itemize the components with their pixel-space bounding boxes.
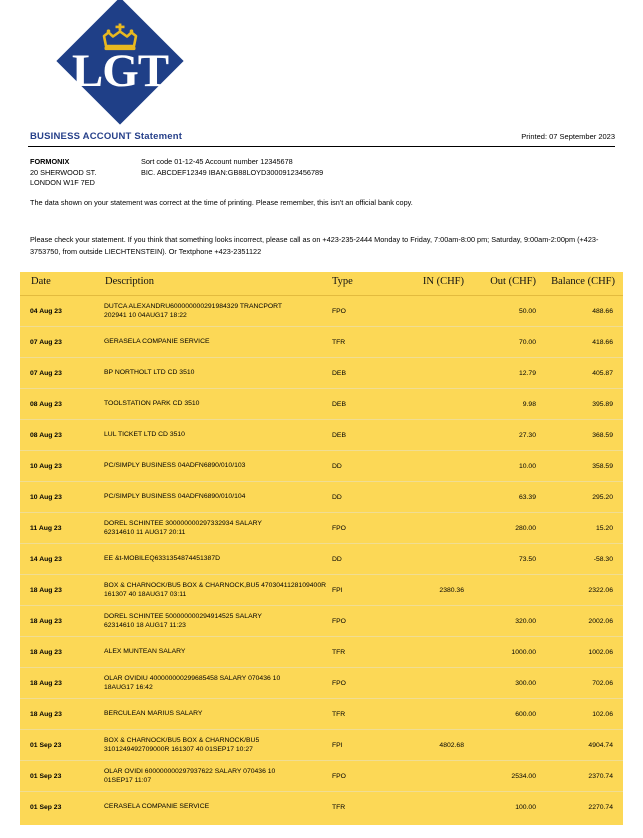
customer-address-line1: 20 SHERWOOD ST. — [30, 167, 97, 177]
cell-balance: 102.06 — [592, 710, 613, 718]
description-line-1: ALEX MUNTEAN SALARY — [104, 648, 186, 656]
cell-out: 280.00 — [515, 524, 536, 532]
description-line-1: BOX & CHARNOCK/BU5 BOX & CHARNOCK/BU5 — [104, 736, 260, 744]
description-line-1: PC/SIMPLY BUSINESS 04ADFN6890/010/104 — [104, 493, 246, 501]
description-line-1: OLAR OVIDIU 400000000299685458 SALARY 070436 10 — [104, 674, 281, 682]
statement-title: BUSINESS ACCOUNT Statement — [30, 131, 183, 142]
description-line-2: 62314610 11 AUG17 20:11 — [104, 529, 186, 536]
table-row — [20, 637, 623, 668]
table-header-row — [20, 272, 623, 296]
cell-balance: 15.20 — [595, 524, 613, 532]
description-line-1: BOX & CHARNOCK/BU5 BOX & CHARNOCK,BU5 4703041128109400R — [104, 581, 327, 589]
cell-description — [92, 430, 332, 440]
cell-description — [92, 399, 332, 409]
description-line-2: 3101249492709000R 161307 40 01SEP17 10:27 — [104, 746, 253, 753]
description-line-1: GERASELA COMPANIE SERVICE — [104, 338, 210, 346]
table-row — [20, 327, 623, 358]
description-line-1: BERCULEAN MARIUS SALARY — [104, 710, 203, 718]
cell-balance: -58.30 — [593, 555, 613, 563]
description-line-1: PC/SIMPLY BUSINESS 04ADFN6890/010/103 — [104, 462, 246, 470]
cell-balance: 2270.74 — [588, 803, 613, 811]
cell-date: 08 Aug 23 — [30, 431, 62, 439]
cell-date: 01 Sep 23 — [30, 803, 62, 811]
table-row — [20, 730, 623, 761]
cell-balance: 2002.06 — [588, 617, 613, 625]
cell-out: 320.00 — [515, 617, 536, 625]
cell-in: 4802.68 — [439, 741, 464, 749]
description-line-1: EE &t-MOBILEQ6331354874451387D — [104, 555, 221, 563]
cell-date: 18 Aug 23 — [30, 586, 62, 594]
cell-balance: 4904.74 — [588, 741, 613, 749]
cell-out: 70.00 — [518, 338, 536, 346]
cell-balance: 702.06 — [592, 679, 613, 687]
description-line-2: 62314610 18 AUG17 11:23 — [104, 622, 186, 629]
cell-type: FPO — [332, 679, 346, 687]
column-header-balance: Balance (CHF) — [551, 276, 615, 287]
column-header-type: Type — [332, 276, 353, 287]
cell-description — [92, 647, 332, 657]
cell-type: DEB — [332, 400, 346, 408]
cell-out: 2534.00 — [511, 772, 536, 780]
cell-date: 10 Aug 23 — [30, 493, 62, 501]
table-row — [20, 420, 623, 451]
table-row — [20, 389, 623, 420]
cell-type: DD — [332, 555, 342, 563]
cell-type: FPO — [332, 307, 346, 315]
cell-date: 07 Aug 23 — [30, 369, 62, 377]
cell-out: 600.00 — [515, 710, 536, 718]
table-row — [20, 699, 623, 730]
table-row — [20, 606, 623, 637]
printing-notice: The data shown on your statement was correct at the time of printing. Please remember, this isn't an official bank copy. — [30, 198, 413, 207]
cell-type: FPO — [332, 524, 346, 532]
cell-date: 11 Aug 23 — [30, 524, 62, 532]
cell-type: TFR — [332, 338, 346, 346]
cell-date: 08 Aug 23 — [30, 400, 62, 408]
cell-description — [92, 674, 332, 693]
table-row — [20, 358, 623, 389]
cell-balance: 395.89 — [592, 400, 613, 408]
column-header-in: IN (CHF) — [422, 276, 464, 287]
cell-type: DD — [332, 493, 342, 501]
sort-code-account-number: Sort code 01-12-45 Account number 12345678 — [141, 157, 293, 166]
cell-description — [92, 302, 332, 321]
description-line-1: OLAR OVIDI 600000000297937622 SALARY 070436 10 — [104, 767, 276, 775]
cell-balance: 2370.74 — [588, 772, 613, 780]
cell-out: 9.98 — [522, 400, 536, 408]
printed-date: Printed: 07 September 2023 — [521, 132, 615, 141]
description-line-1: DUTCA ALEXANDRU600000000291984329 TRANCPORT — [104, 302, 283, 310]
cell-out: 300.00 — [515, 679, 536, 687]
description-line-1: CERASELA COMPANIE SERVICE — [104, 803, 210, 811]
cell-type: FPO — [332, 617, 346, 625]
description-line-1: BP NORTHOLT LTD CD 3510 — [104, 369, 195, 377]
table-row — [20, 575, 623, 606]
cell-description — [92, 461, 332, 471]
column-header-date: Date — [31, 276, 51, 287]
description-line-1: DOREL SCHINTEE 300000000297332934 SALARY — [104, 519, 262, 527]
cell-description — [92, 554, 332, 564]
cell-out: 10.00 — [518, 462, 536, 470]
cell-out: 73.50 — [518, 555, 536, 563]
cell-type: TFR — [332, 803, 346, 811]
table-row — [20, 761, 623, 792]
cell-balance: 358.59 — [592, 462, 613, 470]
cell-date: 07 Aug 23 — [30, 338, 62, 346]
customer-address-line2: LONDON W1F 7ED — [30, 178, 95, 187]
cell-description — [92, 802, 332, 812]
cell-type: DD — [332, 462, 342, 470]
table-row — [20, 451, 623, 482]
cell-description — [92, 492, 332, 502]
cell-out: 27.30 — [518, 431, 536, 439]
cell-date: 04 Aug 23 — [30, 307, 62, 315]
cell-date: 18 Aug 23 — [30, 679, 62, 687]
description-line-2: 161307 40 18AUG17 03:11 — [104, 591, 187, 598]
description-line-1: TOOLSTATION PARK CD 3510 — [104, 400, 200, 408]
cell-date: 10 Aug 23 — [30, 462, 62, 470]
cell-type: FPI — [332, 586, 343, 594]
table-row — [20, 296, 623, 327]
cell-description — [92, 736, 332, 755]
table-row — [20, 668, 623, 699]
cell-balance: 405.87 — [592, 369, 613, 377]
cell-description — [92, 581, 332, 600]
cell-description — [92, 767, 332, 786]
table-row — [20, 792, 623, 822]
cell-type: FPI — [332, 741, 343, 749]
table-bottom-edge — [20, 822, 623, 825]
cell-date: 14 Aug 23 — [30, 555, 62, 563]
description-line-1: LUL TICKET LTD CD 3510 — [104, 431, 185, 439]
cell-date: 01 Sep 23 — [30, 741, 62, 749]
description-line-2: 202941 10 04AUG17 18:22 — [104, 312, 187, 319]
cell-balance: 368.59 — [592, 431, 613, 439]
bank-logo — [56, 6, 184, 130]
cell-description — [92, 368, 332, 378]
cell-out: 63.39 — [518, 493, 536, 501]
description-line-1: DOREL SCHINTEE 500000000294914525 SALARY — [104, 612, 262, 620]
description-line-2: 01SEP17 11:07 — [104, 777, 152, 784]
header-divider — [28, 146, 615, 147]
description-line-2: 18AUG17 16:42 — [104, 684, 153, 691]
cell-description — [92, 709, 332, 719]
cell-balance: 1002.06 — [588, 648, 613, 656]
cell-type: DEB — [332, 431, 346, 439]
cell-date: 18 Aug 23 — [30, 710, 62, 718]
customer-address — [30, 157, 96, 189]
cell-date: 18 Aug 23 — [30, 648, 62, 656]
cell-balance: 488.66 — [592, 307, 613, 315]
cell-description — [92, 519, 332, 538]
contact-notice: Please check your statement. If you think that something looks incorrect, please call as on +423-235-2444 Monday to Friday, 7:00am-8:00 pm; Saturday, 9:00am-2:00pm (+423-3753750, from outside LIECHTENSTEIN). Or Textphone +423-2351122 — [30, 235, 599, 256]
cell-balance: 418.66 — [592, 338, 613, 346]
transactions-table — [20, 272, 623, 822]
logo-wordmark: LGT — [71, 45, 169, 97]
cell-out: 50.00 — [518, 307, 536, 315]
table-body — [20, 296, 623, 822]
cell-type: TFR — [332, 710, 346, 718]
cell-balance: 2322.06 — [588, 586, 613, 594]
table-row — [20, 513, 623, 544]
cell-out: 1000.00 — [511, 648, 536, 656]
cell-date: 01 Sep 23 — [30, 772, 62, 780]
table-row — [20, 482, 623, 513]
cell-balance: 295.20 — [592, 493, 613, 501]
cell-out: 12.79 — [518, 369, 536, 377]
column-header-out: Out (CHF) — [490, 276, 536, 287]
cell-type: FPO — [332, 772, 346, 780]
account-details — [141, 157, 323, 178]
column-header-description: Description — [105, 276, 154, 287]
table-row — [20, 544, 623, 575]
cell-type: TFR — [332, 648, 346, 656]
cell-out: 100.00 — [515, 803, 536, 811]
customer-name: FORMONIX — [30, 157, 70, 166]
cell-in: 2380.36 — [439, 586, 464, 594]
cell-description — [92, 337, 332, 347]
bic-iban: BIC. ABCDEF12349 IBAN:GB88LOYD30009123456789 — [141, 167, 324, 177]
cell-description — [92, 612, 332, 631]
cell-date: 18 Aug 23 — [30, 617, 62, 625]
cell-type: DEB — [332, 369, 346, 377]
